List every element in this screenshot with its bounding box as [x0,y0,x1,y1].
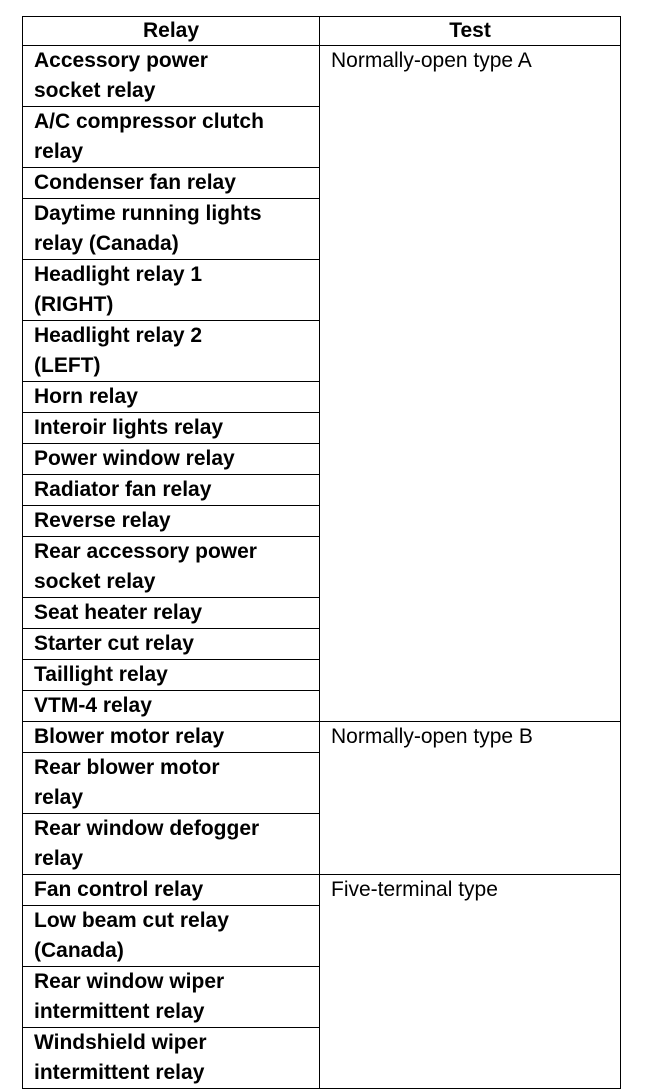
relay-name-cell: Rear accessory power socket relay [23,537,320,598]
relay-name-cell: Headlight relay 2 (LEFT) [23,321,320,382]
table-row [23,722,621,753]
relay-name-cell: Radiator fan relay [23,475,320,506]
relay-name-cell: Headlight relay 1 (RIGHT) [23,260,320,321]
relay-name-cell: Rear window wiper intermittent relay [23,967,320,1028]
relay-name-cell: Daytime running lights relay (Canada) [23,199,320,260]
relay-name-cell: Blower motor relay [23,722,320,753]
relay-name-cell: Rear window defogger relay [23,814,320,875]
table-body [23,46,621,1089]
relay-name-cell: Starter cut relay [23,629,320,660]
relay-name-cell: VTM-4 relay [23,691,320,722]
table-row [23,875,621,906]
test-column-header: Test [320,17,621,46]
relay-name-cell: Taillight relay [23,660,320,691]
relay-name-cell: Windshield wiper intermittent relay [23,1028,320,1089]
relay-name-cell: Reverse relay [23,506,320,537]
relay-name-cell: Rear blower motor relay [23,753,320,814]
relay-name-cell: Seat heater relay [23,598,320,629]
relay-name-cell: Horn relay [23,382,320,413]
relay-column-header: Relay [23,17,320,46]
table-row [23,46,621,107]
relay-name-cell: Power window relay [23,444,320,475]
relay-test-table [22,16,621,1089]
relay-name-cell: Fan control relay [23,875,320,906]
relay-name-cell: A/C compressor clutch relay [23,107,320,168]
relay-name-cell: Low beam cut relay (Canada) [23,906,320,967]
relay-name-cell: Interoir lights relay [23,413,320,444]
test-type-cell: Normally-open type B [320,722,621,875]
header-row [23,17,621,46]
test-type-cell: Normally-open type A [320,46,621,722]
relay-name-cell: Accessory power socket relay [23,46,320,107]
test-type-cell: Five-terminal type [320,875,621,1089]
relay-name-cell: Condenser fan relay [23,168,320,199]
